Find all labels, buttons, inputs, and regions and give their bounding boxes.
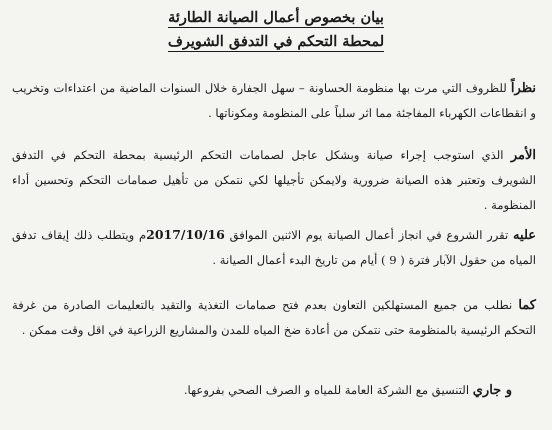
document-subtitle: لمحطة التحكم في التدفق الشويرف	[167, 33, 385, 50]
paragraph-schedule	[12, 222, 536, 273]
paragraph-lead: عليه	[513, 228, 536, 243]
paragraph-lead: كما	[518, 298, 536, 313]
paragraph-text: التنسيق مع الشركة العامة للمياه و الصرف الصحي بفروعها.	[183, 383, 473, 397]
paragraph-lead: و جاري	[472, 383, 512, 398]
paragraph-maintenance-need	[12, 143, 536, 218]
maintenance-date: 2017/10/16	[146, 227, 225, 242]
paragraph-text: م ويتطلب ذلك إيقاف تدفق المياه من حقول الآبار فترة ( 9 ) أيام من تاريخ البدء أعمال الصيانة .	[12, 228, 536, 267]
paragraph-text: نطلب من جميع المستهلكين التعاون بعدم فتح صمامات التغذية والتقيد بالتعليمات الصادرة من غرفة التحكم الرئيسية بالمنظومة حتى نتمكن من أعادة ضخ المياه للمدن والمشاريع الزراعية في اقل وقت ممكن .	[12, 298, 536, 337]
paragraph-text: للظروف التي مرت بها منظومة الحساونة – سهل الجفارة خلال السنوات الماضية من اعتداءات وتخريب و انقطاعات الكهرباء المفاجئة مما اثر سلباً على المنظومة ومكوناتها .	[12, 81, 536, 120]
paragraph-lead: الأمر	[510, 148, 536, 163]
paragraph-text: الذي استوجب إجراء صيانة وبشكل عاجل لصمامات التحكم الرئيسية بمحطة التحكم في التدفق الشويرف وتعتبر هذه الصيانة ضرورية ولايمكن تأجيلها لكي نتمكن من تأهيل صمامات التحكم وتحسين أداء المنظومة .	[12, 148, 536, 212]
paragraph-coordination	[12, 378, 512, 403]
paragraph-circumstances	[12, 76, 536, 126]
paragraph-text: تقرر الشروع في انجاز أعمال الصيانة يوم الاثنين الموافق	[224, 228, 514, 242]
document-title: بيان بخصوص أعمال الصيانة الطارئة	[168, 9, 384, 26]
paragraph-consumer-request	[12, 293, 536, 343]
paragraph-lead: نظراً	[510, 81, 536, 96]
